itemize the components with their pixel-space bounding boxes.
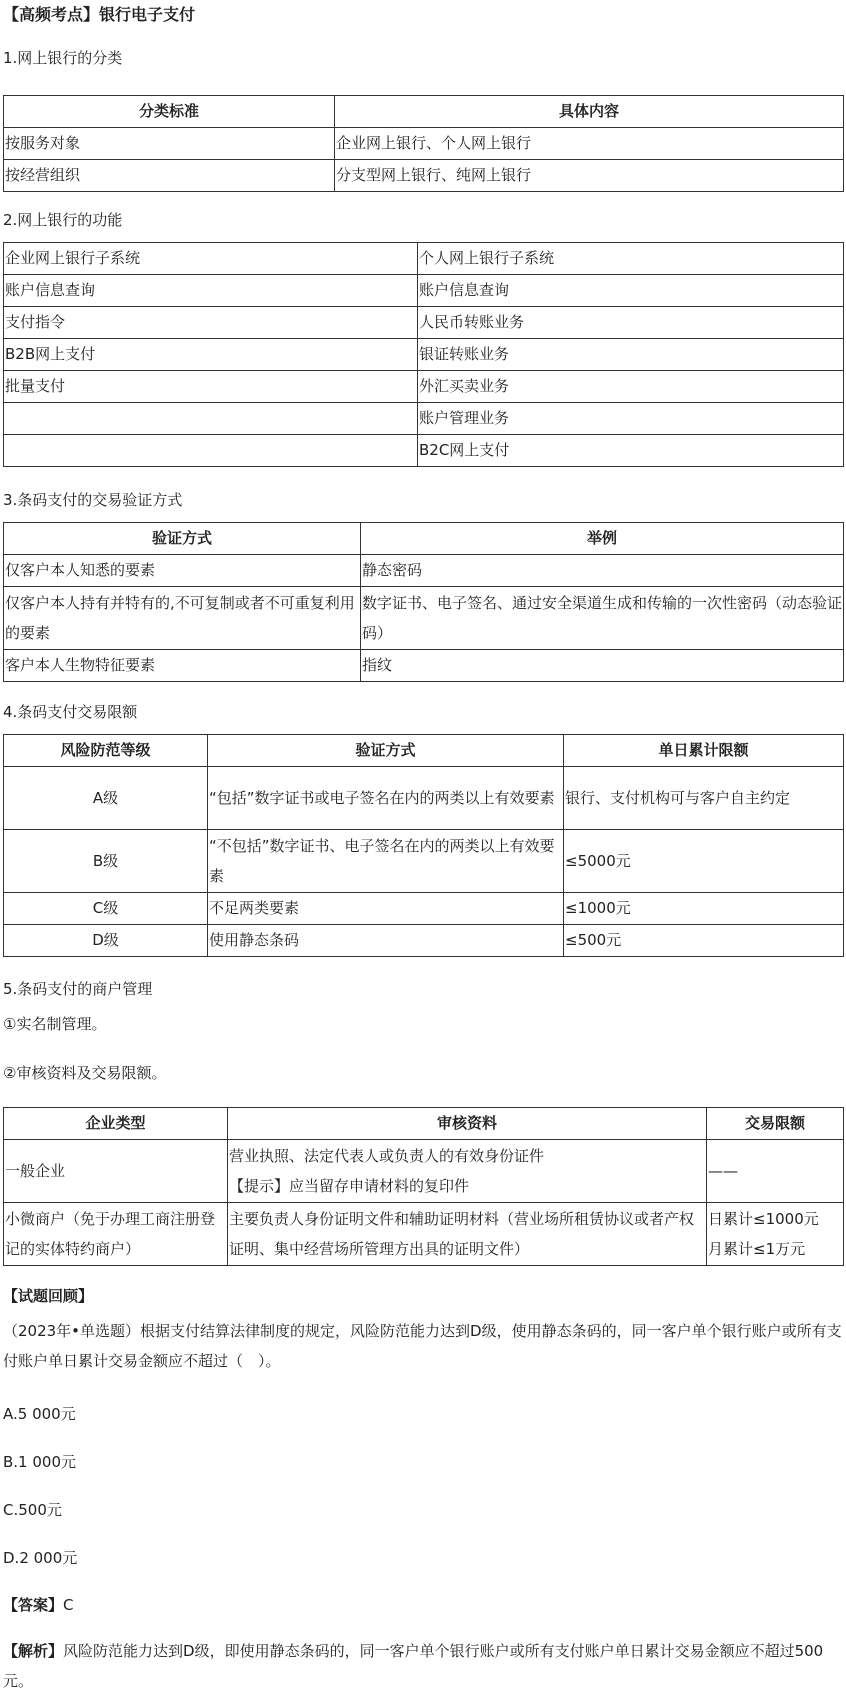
answer-label: 【答案】 <box>3 1596 64 1614</box>
table-cell <box>707 1203 844 1266</box>
column-header: 交易限额 <box>707 1108 844 1140</box>
option-d: D.2 000元 <box>3 1549 78 1567</box>
section-5-point-1: ①实名制管理。 <box>3 1015 107 1033</box>
table-cell: B2C网上支付 <box>418 435 844 467</box>
analysis <box>3 1636 843 1696</box>
section-2-table <box>3 242 844 467</box>
table-cell <box>228 1140 707 1203</box>
table-cell: 客户本人生物特征要素 <box>4 650 361 682</box>
table-cell: 数字证书、电子签名、通过安全渠道生成和传输的一次性密码（动态验证码） <box>361 587 844 650</box>
table-row <box>4 160 844 192</box>
page-title: 【高频考点】银行电子支付 <box>3 5 196 24</box>
column-header: 风险防范等级 <box>4 735 208 767</box>
material-line: 营业执照、法定代表人或负责人的有效身份证件 <box>229 1147 545 1165</box>
table-cell: A级 <box>4 767 208 830</box>
table-header-row <box>4 523 844 555</box>
analysis-label: 【解析】 <box>3 1642 64 1660</box>
section-1-heading: 1.网上银行的分类 <box>3 49 123 67</box>
table-cell: 主要负责人身份证明文件和辅助证明材料（营业场所租赁协议或者产权证明、集中经营场所管理方出具的证明文件） <box>228 1203 707 1266</box>
answer-value: C <box>63 1596 74 1614</box>
table-row <box>4 893 844 925</box>
column-header: 验证方式 <box>208 735 564 767</box>
table-cell: 个人网上银行子系统 <box>418 243 844 275</box>
table-row <box>4 403 844 435</box>
option-c: C.500元 <box>3 1501 62 1519</box>
table-cell: 仅客户本人持有并特有的,不可复制或者不可重复利用的要素 <box>4 587 361 650</box>
section-3-heading: 3.条码支付的交易验证方式 <box>3 491 183 509</box>
table-cell: 按经营组织 <box>4 160 335 192</box>
table-cell: C级 <box>4 893 208 925</box>
table-header-row <box>4 735 844 767</box>
column-header: 审核资料 <box>228 1108 707 1140</box>
table-cell <box>4 435 418 467</box>
analysis-text: 风险防范能力达到D级，即使用静态条码的，同一客户单个银行账户或所有支付账户单日累计交易金额应不超过500元。 <box>3 1642 824 1690</box>
column-header: 验证方式 <box>4 523 361 555</box>
material-line: 【提示】应当留存申请材料的复印件 <box>229 1177 470 1195</box>
review-heading: 【试题回顾】 <box>3 1287 94 1305</box>
table-cell: ≤1000元 <box>564 893 844 925</box>
table-cell: D级 <box>4 925 208 957</box>
table-cell: B级 <box>4 830 208 893</box>
table-cell: 一般企业 <box>4 1140 228 1203</box>
table-row <box>4 371 844 403</box>
table-cell: 使用静态条码 <box>208 925 564 957</box>
option-a: A.5 000元 <box>3 1405 76 1423</box>
section-5-point-2: ②审核资料及交易限额。 <box>3 1064 167 1082</box>
table-row <box>4 275 844 307</box>
table-cell: ≤500元 <box>564 925 844 957</box>
table-cell: “不包括”数字证书、电子签名在内的两类以上有效要素 <box>208 830 564 893</box>
table-cell: 账户管理业务 <box>418 403 844 435</box>
table-cell: 静态密码 <box>361 555 844 587</box>
table-cell: 小微商户（免于办理工商注册登记的实体特约商户） <box>4 1203 228 1266</box>
table-cell: 账户信息查询 <box>4 275 418 307</box>
table-row <box>4 587 844 650</box>
table-row <box>4 128 844 160</box>
limit-line: 月累计≤1万元 <box>708 1240 806 1258</box>
section-3-table <box>3 522 844 682</box>
table-cell: 不足两类要素 <box>208 893 564 925</box>
table-header-row <box>4 96 844 128</box>
table-cell: —— <box>707 1140 844 1203</box>
table-header-row <box>4 1108 844 1140</box>
table-row <box>4 307 844 339</box>
answer <box>3 1594 74 1616</box>
column-header: 企业类型 <box>4 1108 228 1140</box>
option-b: B.1 000元 <box>3 1453 77 1471</box>
section-4-table <box>3 734 844 957</box>
column-header: 单日累计限额 <box>564 735 844 767</box>
table-cell <box>4 403 418 435</box>
table-row <box>4 650 844 682</box>
limit-line: 日累计≤1000元 <box>708 1210 819 1228</box>
table-cell: 人民币转账业务 <box>418 307 844 339</box>
table-cell: B2B网上支付 <box>4 339 418 371</box>
table-cell: 银行、支付机构可与客户自主约定 <box>564 767 844 830</box>
table-cell: 企业网上银行子系统 <box>4 243 418 275</box>
table-cell: 银证转账业务 <box>418 339 844 371</box>
section-5-heading: 5.条码支付的商户管理 <box>3 980 153 998</box>
table-row <box>4 339 844 371</box>
table-cell: 按服务对象 <box>4 128 335 160</box>
table-cell: 批量支付 <box>4 371 418 403</box>
table-row <box>4 767 844 830</box>
section-2-heading: 2.网上银行的功能 <box>3 211 123 229</box>
table-cell: 仅客户本人知悉的要素 <box>4 555 361 587</box>
section-1-table <box>3 95 844 192</box>
table-row <box>4 925 844 957</box>
table-cell: ≤5000元 <box>564 830 844 893</box>
section-5-table <box>3 1107 844 1266</box>
table-row <box>4 243 844 275</box>
review-question: （2023年•单选题）根据支付结算法律制度的规定，风险防范能力达到D级，使用静态条码的，同一客户单个银行账户或所有支付账户单日累计交易金额应不超过（ ）。 <box>3 1322 842 1370</box>
table-row <box>4 1140 844 1203</box>
column-header: 举例 <box>361 523 844 555</box>
column-header: 分类标准 <box>4 96 335 128</box>
table-cell: 账户信息查询 <box>418 275 844 307</box>
table-row <box>4 435 844 467</box>
table-row <box>4 830 844 893</box>
table-cell: “包括”数字证书或电子签名在内的两类以上有效要素 <box>208 767 564 830</box>
column-header: 具体内容 <box>335 96 844 128</box>
table-row <box>4 555 844 587</box>
table-row <box>4 1203 844 1266</box>
table-cell: 企业网上银行、个人网上银行 <box>335 128 844 160</box>
table-cell: 支付指令 <box>4 307 418 339</box>
table-cell: 指纹 <box>361 650 844 682</box>
table-cell: 外汇买卖业务 <box>418 371 844 403</box>
table-cell: 分支型网上银行、纯网上银行 <box>335 160 844 192</box>
section-4-heading: 4.条码支付交易限额 <box>3 703 138 721</box>
